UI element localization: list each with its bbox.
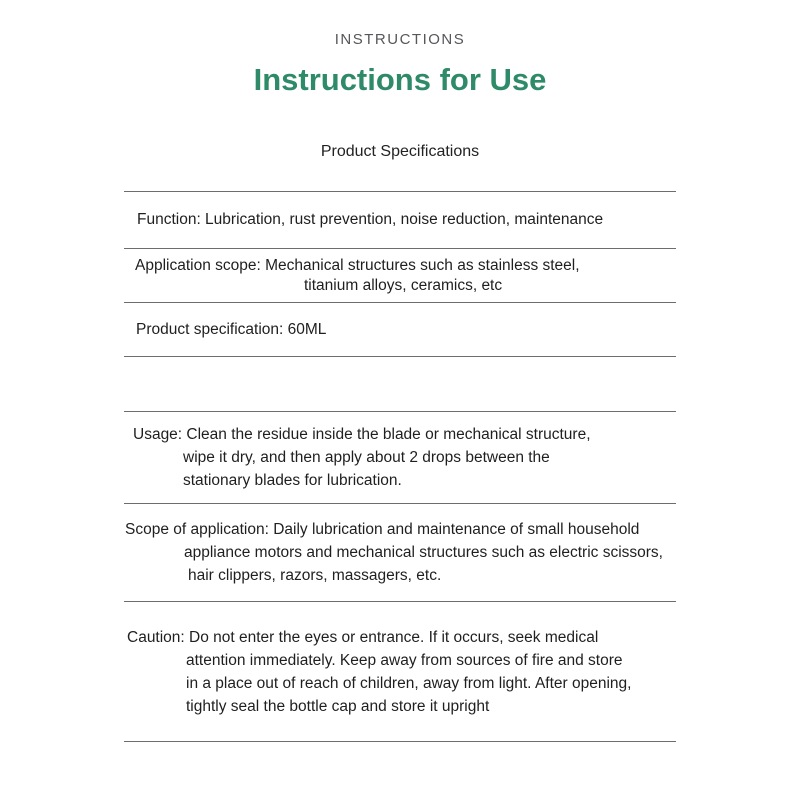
section-title: Product Specifications <box>320 143 480 160</box>
table-cell-line: Function: Lubrication, rust prevention, noise reduction, maintenance <box>137 211 604 228</box>
table-row-product-specification <box>124 302 676 356</box>
page-title: Instructions for Use <box>253 62 547 97</box>
table-cell-line: in a place out of reach of children, away from light. After opening, <box>186 674 632 692</box>
table-cell-line: tightly seal the bottle cap and store it upright <box>186 697 490 715</box>
spec-table <box>124 191 676 742</box>
table-cell-line: Application scope: Mechanical structures such as stainless steel, <box>135 256 580 274</box>
table-cell-line: Scope of application: Daily lubrication and maintenance of small household <box>125 521 640 538</box>
table-cell-line: attention immediately. Keep away from sources of fire and store <box>186 651 623 669</box>
table-row-function <box>124 191 676 248</box>
table-cell-line: stationary blades for lubrication. <box>183 472 402 489</box>
table-row-empty-row <box>124 356 676 411</box>
table-cell-line: Usage: Clean the residue inside the blade or mechanical structure, <box>133 426 591 443</box>
table-row-caution <box>124 601 676 742</box>
table-row-usage <box>124 411 676 503</box>
table-cell-line: appliance motors and mechanical structures such as electric scissors, <box>184 544 663 561</box>
table-cell-line: hair clippers, razors, massagers, etc. <box>188 567 442 584</box>
table-cell-line: Caution: Do not enter the eyes or entrance. If it occurs, seek medical <box>127 628 599 646</box>
table-row-application-scope <box>124 248 676 302</box>
kicker-text: INSTRUCTIONS <box>334 31 466 48</box>
table-cell-line: wipe it dry, and then apply about 2 drops between the <box>183 449 550 466</box>
table-cell-line: titanium alloys, ceramics, etc <box>304 276 503 294</box>
table-cell-line: Product specification: 60ML <box>136 320 327 338</box>
table-row-scope-of-application <box>124 503 676 601</box>
